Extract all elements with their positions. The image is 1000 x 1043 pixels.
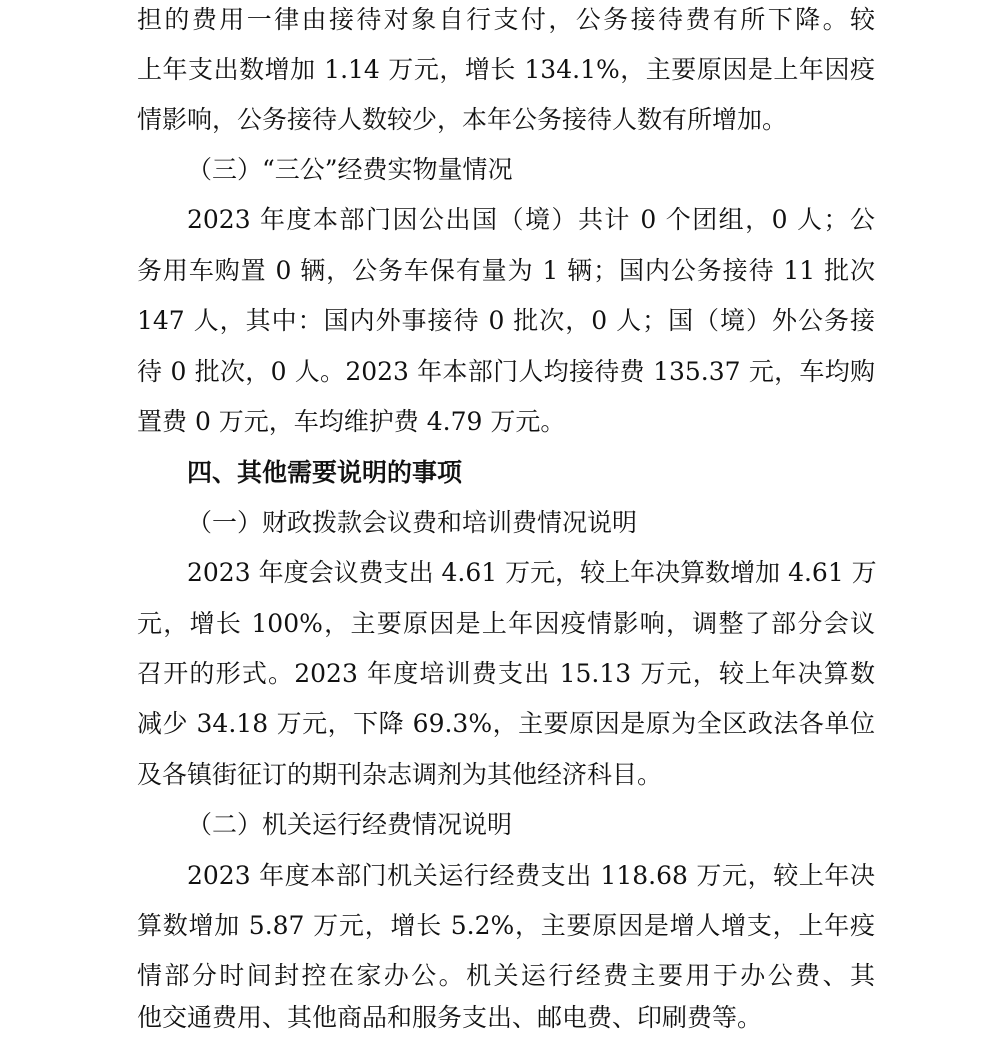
paragraph-line: 置费 0 万元，车均维护费 4.79 万元。 [137, 407, 566, 436]
section-subheading: （三）“三公”经费实物量情况 [187, 155, 513, 184]
paragraph-line: 召开的形式。2023 年度培训费支出 15.13 万元，较上年决算数 [137, 659, 875, 688]
paragraph-line: 算数增加 5.87 万元，增长 5.2%，主要原因是增人增支，上年疫 [137, 911, 875, 940]
paragraph-line: 147 人，其中：国内外事接待 0 批次，0 人；国（境）外公务接 [137, 306, 875, 335]
paragraph-line: 2023 年度本部门因公出国（境）共计 0 个团组，0 人；公 [187, 205, 875, 234]
section-subheading: （一）财政拨款会议费和培训费情况说明 [187, 508, 638, 537]
paragraph-line: 及各镇街征订的期刊杂志调剂为其他经济科目。 [137, 760, 663, 789]
paragraph-line: 情部分时间封控在家办公。机关运行经费主要用于办公费、其 [137, 961, 875, 990]
section-heading: 四、其他需要说明的事项 [187, 458, 463, 487]
section-subheading: （二）机关运行经费情况说明 [187, 810, 513, 839]
paragraph-line: 情影响，公务接待人数较少，本年公务接待人数有所增加。 [137, 105, 788, 134]
paragraph-line: 2023 年度本部门机关运行经费支出 118.68 万元，较上年决 [187, 861, 875, 890]
paragraph-line: 2023 年度会议费支出 4.61 万元，较上年决算数增加 4.61 万 [187, 558, 877, 587]
paragraph-line: 他交通费用、其他商品和服务支出、邮电费、印刷费等。 [137, 1003, 763, 1032]
paragraph-line: 务用车购置 0 辆，公务车保有量为 1 辆；国内公务接待 11 批次 [137, 256, 875, 285]
paragraph-line: 待 0 批次，0 人。2023 年本部门人均接待费 135.37 元，车均购 [137, 357, 875, 386]
paragraph-line: 上年支出数增加 1.14 万元，增长 134.1%，主要原因是上年因疫 [137, 55, 875, 84]
paragraph-line: 减少 34.18 万元，下降 69.3%，主要原因是原为全区政法各单位 [137, 709, 875, 738]
paragraph-line: 担的费用一律由接待对象自行支付，公务接待费有所下降。较 [137, 5, 875, 34]
paragraph-line: 元，增长 100%，主要原因是上年因疫情影响，调整了部分会议 [137, 609, 875, 638]
